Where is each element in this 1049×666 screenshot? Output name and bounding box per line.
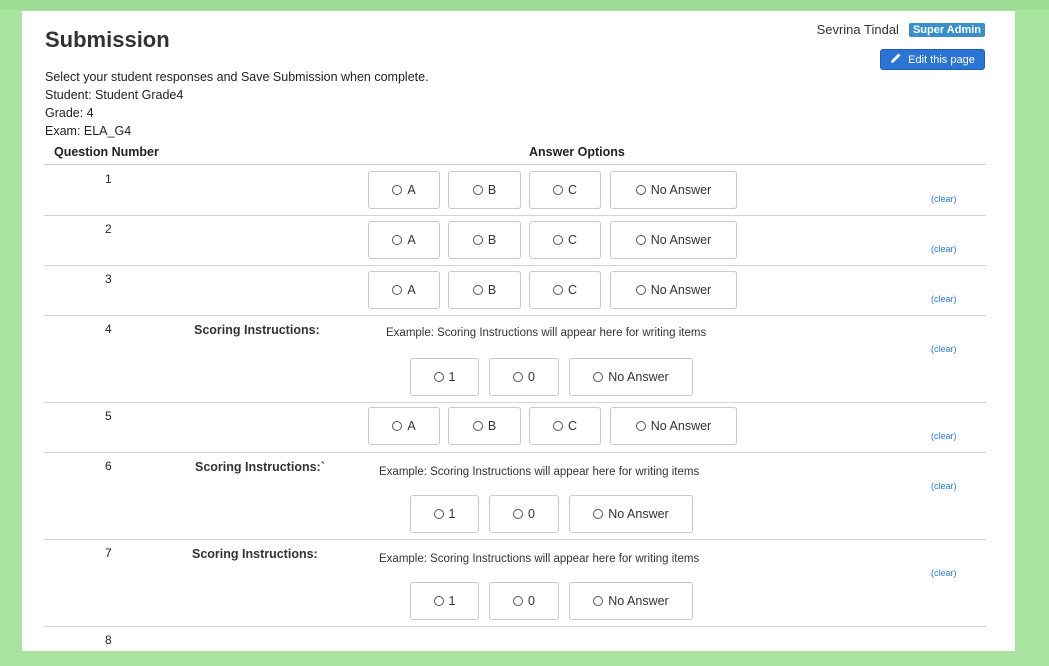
question-row bbox=[44, 215, 986, 266]
option-label: B bbox=[487, 283, 497, 297]
question-number: 6 bbox=[105, 459, 112, 473]
score-option-0[interactable] bbox=[489, 358, 559, 396]
option-no-answer[interactable] bbox=[569, 358, 693, 396]
question-row bbox=[44, 626, 986, 666]
question-row bbox=[44, 402, 986, 453]
question-row bbox=[44, 539, 986, 627]
radio-icon[interactable] bbox=[434, 596, 444, 606]
option-label: C bbox=[567, 233, 578, 247]
score-option-0[interactable] bbox=[489, 582, 559, 620]
radio-icon[interactable] bbox=[513, 509, 523, 519]
radio-icon[interactable] bbox=[513, 596, 523, 606]
option-c[interactable] bbox=[529, 407, 601, 445]
option-no-answer[interactable] bbox=[610, 407, 737, 445]
option-a[interactable] bbox=[368, 171, 440, 209]
clear-link[interactable]: (clear) bbox=[931, 431, 957, 441]
option-b[interactable] bbox=[448, 407, 521, 445]
instruction-text: Select your student responses and Save Submission when complete. bbox=[45, 70, 429, 84]
radio-icon[interactable] bbox=[392, 185, 402, 195]
option-label: No Answer bbox=[608, 507, 669, 521]
radio-icon[interactable] bbox=[473, 421, 483, 431]
option-label: No Answer bbox=[650, 419, 712, 433]
question-number: 1 bbox=[105, 172, 112, 186]
option-label: No Answer bbox=[608, 370, 669, 384]
answer-options-header: Answer Options bbox=[529, 145, 625, 159]
scoring-instructions-text: Example: Scoring Instructions will appear here for writing items bbox=[379, 466, 700, 478]
option-label: 1 bbox=[448, 370, 456, 384]
clear-link[interactable]: (clear) bbox=[931, 294, 957, 304]
option-label: 1 bbox=[448, 594, 456, 608]
question-number: 7 bbox=[105, 546, 112, 560]
radio-icon[interactable] bbox=[636, 421, 646, 431]
option-label: 0 bbox=[528, 594, 535, 608]
radio-icon[interactable] bbox=[434, 372, 444, 382]
option-b[interactable] bbox=[448, 171, 521, 209]
edit-page-button[interactable] bbox=[880, 49, 985, 70]
radio-icon[interactable] bbox=[473, 185, 483, 195]
option-no-answer[interactable] bbox=[610, 171, 737, 209]
option-label: No Answer bbox=[608, 594, 669, 608]
radio-icon[interactable] bbox=[392, 285, 402, 295]
radio-icon[interactable] bbox=[553, 421, 563, 431]
user-name[interactable]: Sevrina Tindal bbox=[816, 22, 899, 37]
score-option-1[interactable] bbox=[410, 582, 479, 620]
radio-icon[interactable] bbox=[513, 372, 523, 382]
question-number: 3 bbox=[105, 272, 112, 286]
user-area bbox=[817, 22, 985, 37]
radio-icon[interactable] bbox=[553, 285, 563, 295]
option-label: B bbox=[487, 233, 497, 247]
scoring-instructions-label: Scoring Instructions:` bbox=[195, 460, 325, 474]
option-label: 0 bbox=[528, 507, 535, 521]
option-label: B bbox=[487, 419, 497, 433]
grade-text: Grade: 4 bbox=[45, 106, 94, 120]
option-a[interactable] bbox=[368, 221, 440, 259]
radio-icon[interactable] bbox=[473, 285, 483, 295]
radio-icon[interactable] bbox=[636, 235, 646, 245]
scoring-instructions-text: Example: Scoring Instructions will appear here for writing items bbox=[379, 553, 700, 565]
scoring-instructions-text: Example: Scoring Instructions will appear here for writing items bbox=[386, 327, 707, 339]
radio-icon[interactable] bbox=[593, 372, 603, 382]
question-row bbox=[44, 265, 986, 316]
option-label: C bbox=[567, 183, 578, 197]
radio-icon[interactable] bbox=[434, 509, 444, 519]
option-no-answer[interactable] bbox=[610, 221, 737, 259]
edit-page-label: Edit this page bbox=[908, 53, 975, 66]
question-number: 8 bbox=[105, 633, 112, 647]
option-b[interactable] bbox=[448, 221, 521, 259]
option-label: 0 bbox=[528, 370, 535, 384]
table-header bbox=[44, 139, 986, 165]
question-number-header: Question Number bbox=[54, 145, 159, 159]
clear-link[interactable]: (clear) bbox=[931, 194, 957, 204]
option-label: No Answer bbox=[650, 183, 712, 197]
student-text: Student: Student Grade4 bbox=[45, 88, 184, 102]
clear-link[interactable]: (clear) bbox=[931, 568, 957, 578]
scoring-instructions-label: Scoring Instructions: bbox=[194, 323, 320, 337]
page-title: Submission bbox=[45, 27, 170, 52]
option-label: A bbox=[407, 419, 416, 433]
option-c[interactable] bbox=[529, 171, 601, 209]
option-label: B bbox=[487, 183, 497, 197]
option-no-answer[interactable] bbox=[610, 271, 737, 309]
role-badge: Super Admin bbox=[909, 23, 985, 37]
radio-icon[interactable] bbox=[392, 421, 402, 431]
option-c[interactable] bbox=[529, 271, 601, 309]
option-label: No Answer bbox=[650, 233, 712, 247]
scoring-instructions-label: Scoring Instructions: bbox=[192, 547, 318, 561]
option-label: C bbox=[567, 419, 578, 433]
pencil-icon bbox=[890, 52, 902, 67]
option-a[interactable] bbox=[368, 407, 440, 445]
radio-icon[interactable] bbox=[473, 235, 483, 245]
question-number: 4 bbox=[105, 322, 112, 336]
score-option-1[interactable] bbox=[410, 495, 479, 533]
score-option-0[interactable] bbox=[489, 495, 559, 533]
radio-icon[interactable] bbox=[636, 185, 646, 195]
question-number: 2 bbox=[105, 222, 112, 236]
clear-link[interactable]: (clear) bbox=[931, 244, 957, 254]
option-a[interactable] bbox=[368, 271, 440, 309]
option-b[interactable] bbox=[448, 271, 521, 309]
clear-link[interactable]: (clear) bbox=[931, 344, 957, 354]
clear-link[interactable]: (clear) bbox=[931, 481, 957, 491]
score-option-1[interactable] bbox=[410, 358, 479, 396]
submission-info bbox=[45, 68, 429, 140]
radio-icon[interactable] bbox=[392, 235, 402, 245]
option-label: A bbox=[407, 183, 416, 197]
radio-icon[interactable] bbox=[593, 596, 603, 606]
radio-icon[interactable] bbox=[553, 235, 563, 245]
radio-icon[interactable] bbox=[593, 509, 603, 519]
radio-icon[interactable] bbox=[553, 185, 563, 195]
radio-icon[interactable] bbox=[636, 285, 646, 295]
question-row bbox=[44, 315, 986, 403]
question-row bbox=[44, 452, 986, 540]
option-no-answer[interactable] bbox=[569, 495, 693, 533]
question-number: 5 bbox=[105, 409, 112, 423]
top-strip bbox=[0, 0, 1049, 10]
question-row bbox=[44, 165, 986, 216]
main-panel bbox=[22, 11, 1015, 651]
option-no-answer[interactable] bbox=[569, 582, 693, 620]
option-label: C bbox=[567, 283, 578, 297]
option-label: A bbox=[407, 283, 416, 297]
option-c[interactable] bbox=[529, 221, 601, 259]
option-label: No Answer bbox=[650, 283, 712, 297]
option-label: A bbox=[407, 233, 416, 247]
option-label: 1 bbox=[448, 507, 456, 521]
exam-text: Exam: ELA_G4 bbox=[45, 124, 132, 138]
